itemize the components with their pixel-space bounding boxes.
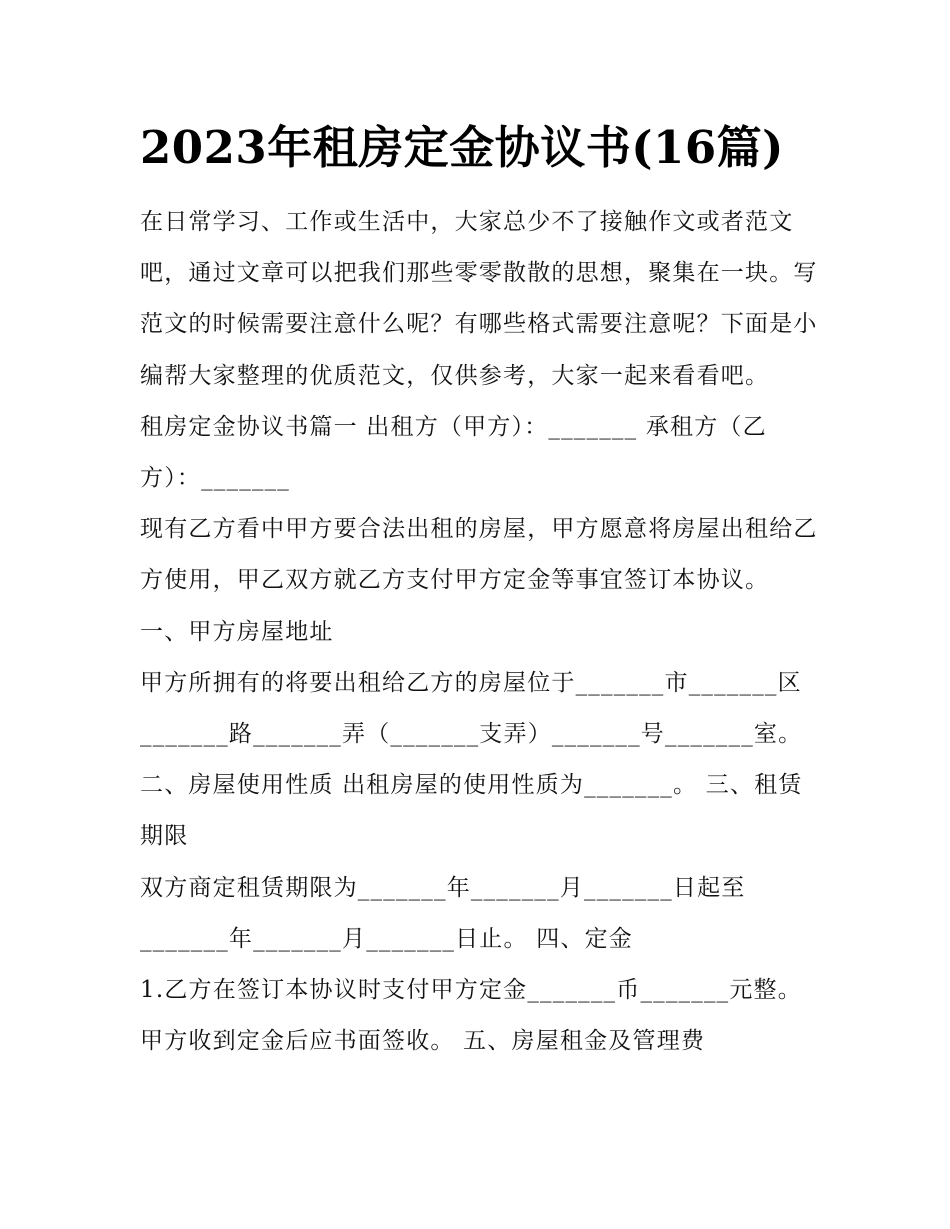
deposit-paragraph: 1.乙方在签订本协议时支付甲方定金_______币_______元整。 — [140, 977, 802, 1004]
document-body — [140, 197, 820, 1067]
address-paragraph: 甲方所拥有的将要出租给乙方的房屋位于_______市_______区_______路_______弄（_______支弄）_______号_______室。 — [140, 669, 803, 748]
term-paragraph: 双方商定租赁期限为_______年_______月_______日起至_______年_______月_______日止。 四、定金 — [140, 874, 746, 952]
intro-paragraph: 在日常学习、工作或生活中，大家总少不了接触作文或者范文吧，通过文章可以把我们那些零零散散的思想，聚集在一块。写范文的时候需要注意什么呢？有哪些格式需要注意呢？下面是小编帮大家整理的优质范文，仅供参考，大家一起来看看吧。 — [140, 209, 818, 389]
parties-paragraph: 租房定金协议书篇一 出租方（甲方）：_______ 承租方（乙方）：_______ — [140, 413, 767, 492]
purpose-paragraph: 现有乙方看中甲方要合法出租的房屋，甲方愿意将房屋出租给乙方使用，甲乙双方就乙方支付甲方定金等事宜签订本协议。 — [140, 516, 818, 594]
section-heading-address: 一、甲方房屋地址 — [140, 618, 334, 645]
receipt-paragraph: 甲方收到定金后应书面签收。 五、房屋租金及管理费 — [140, 1028, 706, 1055]
document-title: 2023年租房定金协议书(16篇) — [140, 121, 784, 174]
usage-paragraph: 二、房屋使用性质 出租房屋的使用性质为_______。 三、租赁期限 — [140, 772, 803, 850]
